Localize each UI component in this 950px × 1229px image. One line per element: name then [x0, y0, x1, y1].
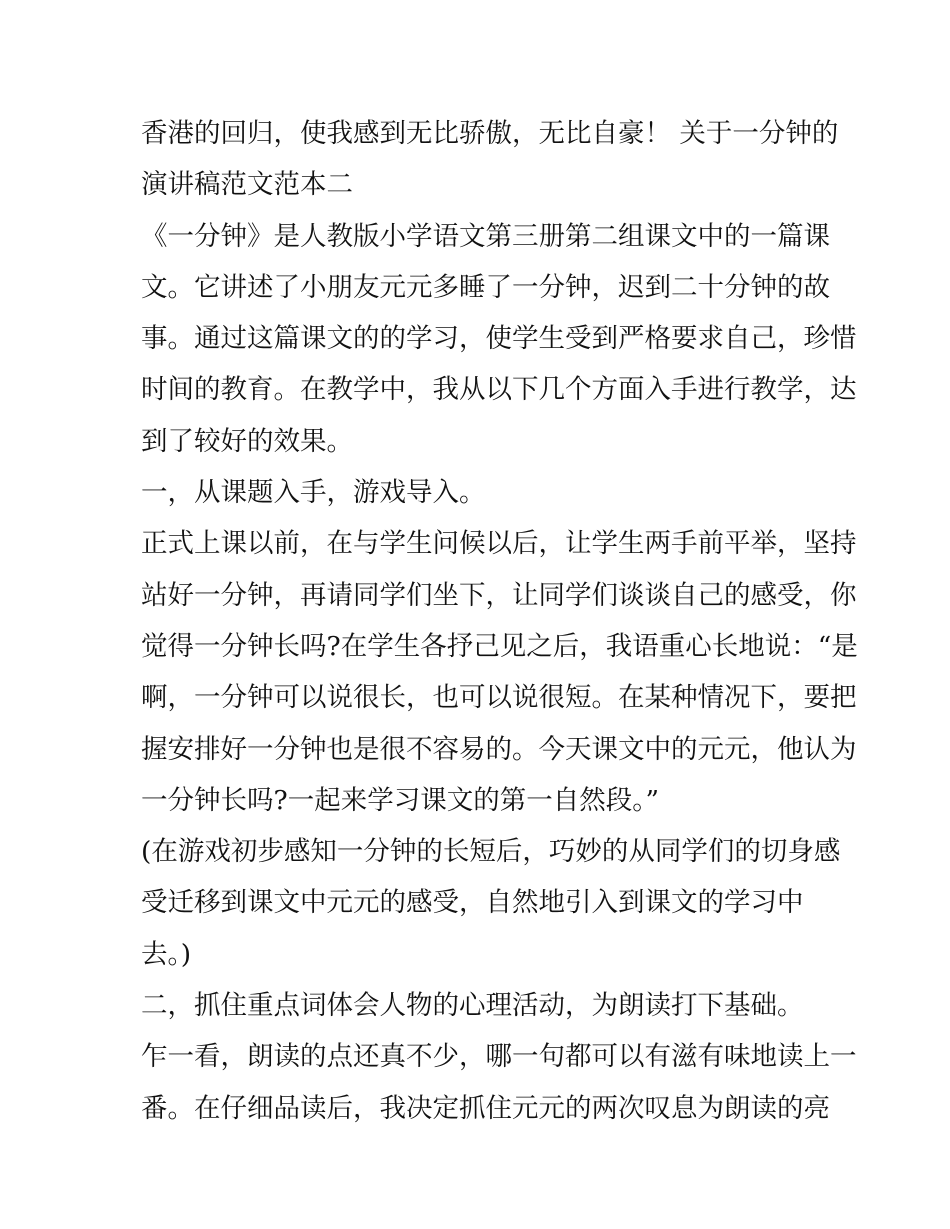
document-body	[141, 108, 858, 1134]
text-line: 到了较好的效果。	[141, 425, 353, 457]
text-line: 啊，一分钟可以说很长，也可以说很短。在某种情况下，要把	[141, 682, 857, 714]
text-line: 正式上课以前，在与学生问候以后，让学生两手前平举，坚持	[141, 528, 857, 560]
text-line: 去。)	[141, 938, 192, 970]
text-line: 番。在仔细品读后，我决定抓住元元的两次叹息为朗读的亮	[141, 1092, 830, 1124]
subheading-line: 二，抓住重点词体会人物的心理活动，为朗读打下基础。	[141, 990, 804, 1022]
text-line: 一分钟长吗?一起来学习课文的第一自然段。”	[141, 784, 660, 816]
text-line: 文。它讲述了小朋友元元多睡了一分钟，迟到二十分钟的故	[141, 271, 830, 303]
section-heading: 演讲稿范文范本二	[141, 169, 353, 201]
text-line: (在游戏初步感知一分钟的长短后，巧妙的从同学们的切身感	[141, 836, 841, 868]
text-line: 握安排好一分钟也是很不容易的。今天课文中的元元，他认为	[141, 733, 857, 765]
text-line: 站好一分钟，再请同学们坐下，让同学们谈谈自己的感受，你	[141, 579, 857, 611]
text-line: 香港的回归，使我感到无比骄傲，无比自豪！ 关于一分钟的	[141, 118, 839, 149]
text-line: 时间的教育。在教学中，我从以下几个方面入手进行教学，达	[141, 374, 857, 406]
text-line: 受迁移到课文中元元的感受，自然地引入到课文的学习中	[141, 887, 804, 919]
text-line: 觉得一分钟长吗?在学生各抒己见之后，我语重心长地说：“是	[141, 630, 858, 662]
subheading-line: 一，从课题入手，游戏导入。	[141, 477, 486, 509]
text-line: 乍一看，朗读的点还真不少，哪一句都可以有滋有味地读上一	[141, 1041, 857, 1073]
text-line: 《一分钟》是人教版小学语文第三册第二组课文中的一篇课	[141, 220, 830, 252]
text-line: 事。通过这篇课文的的学习，使学生受到严格要求自己，珍惜	[141, 323, 857, 355]
